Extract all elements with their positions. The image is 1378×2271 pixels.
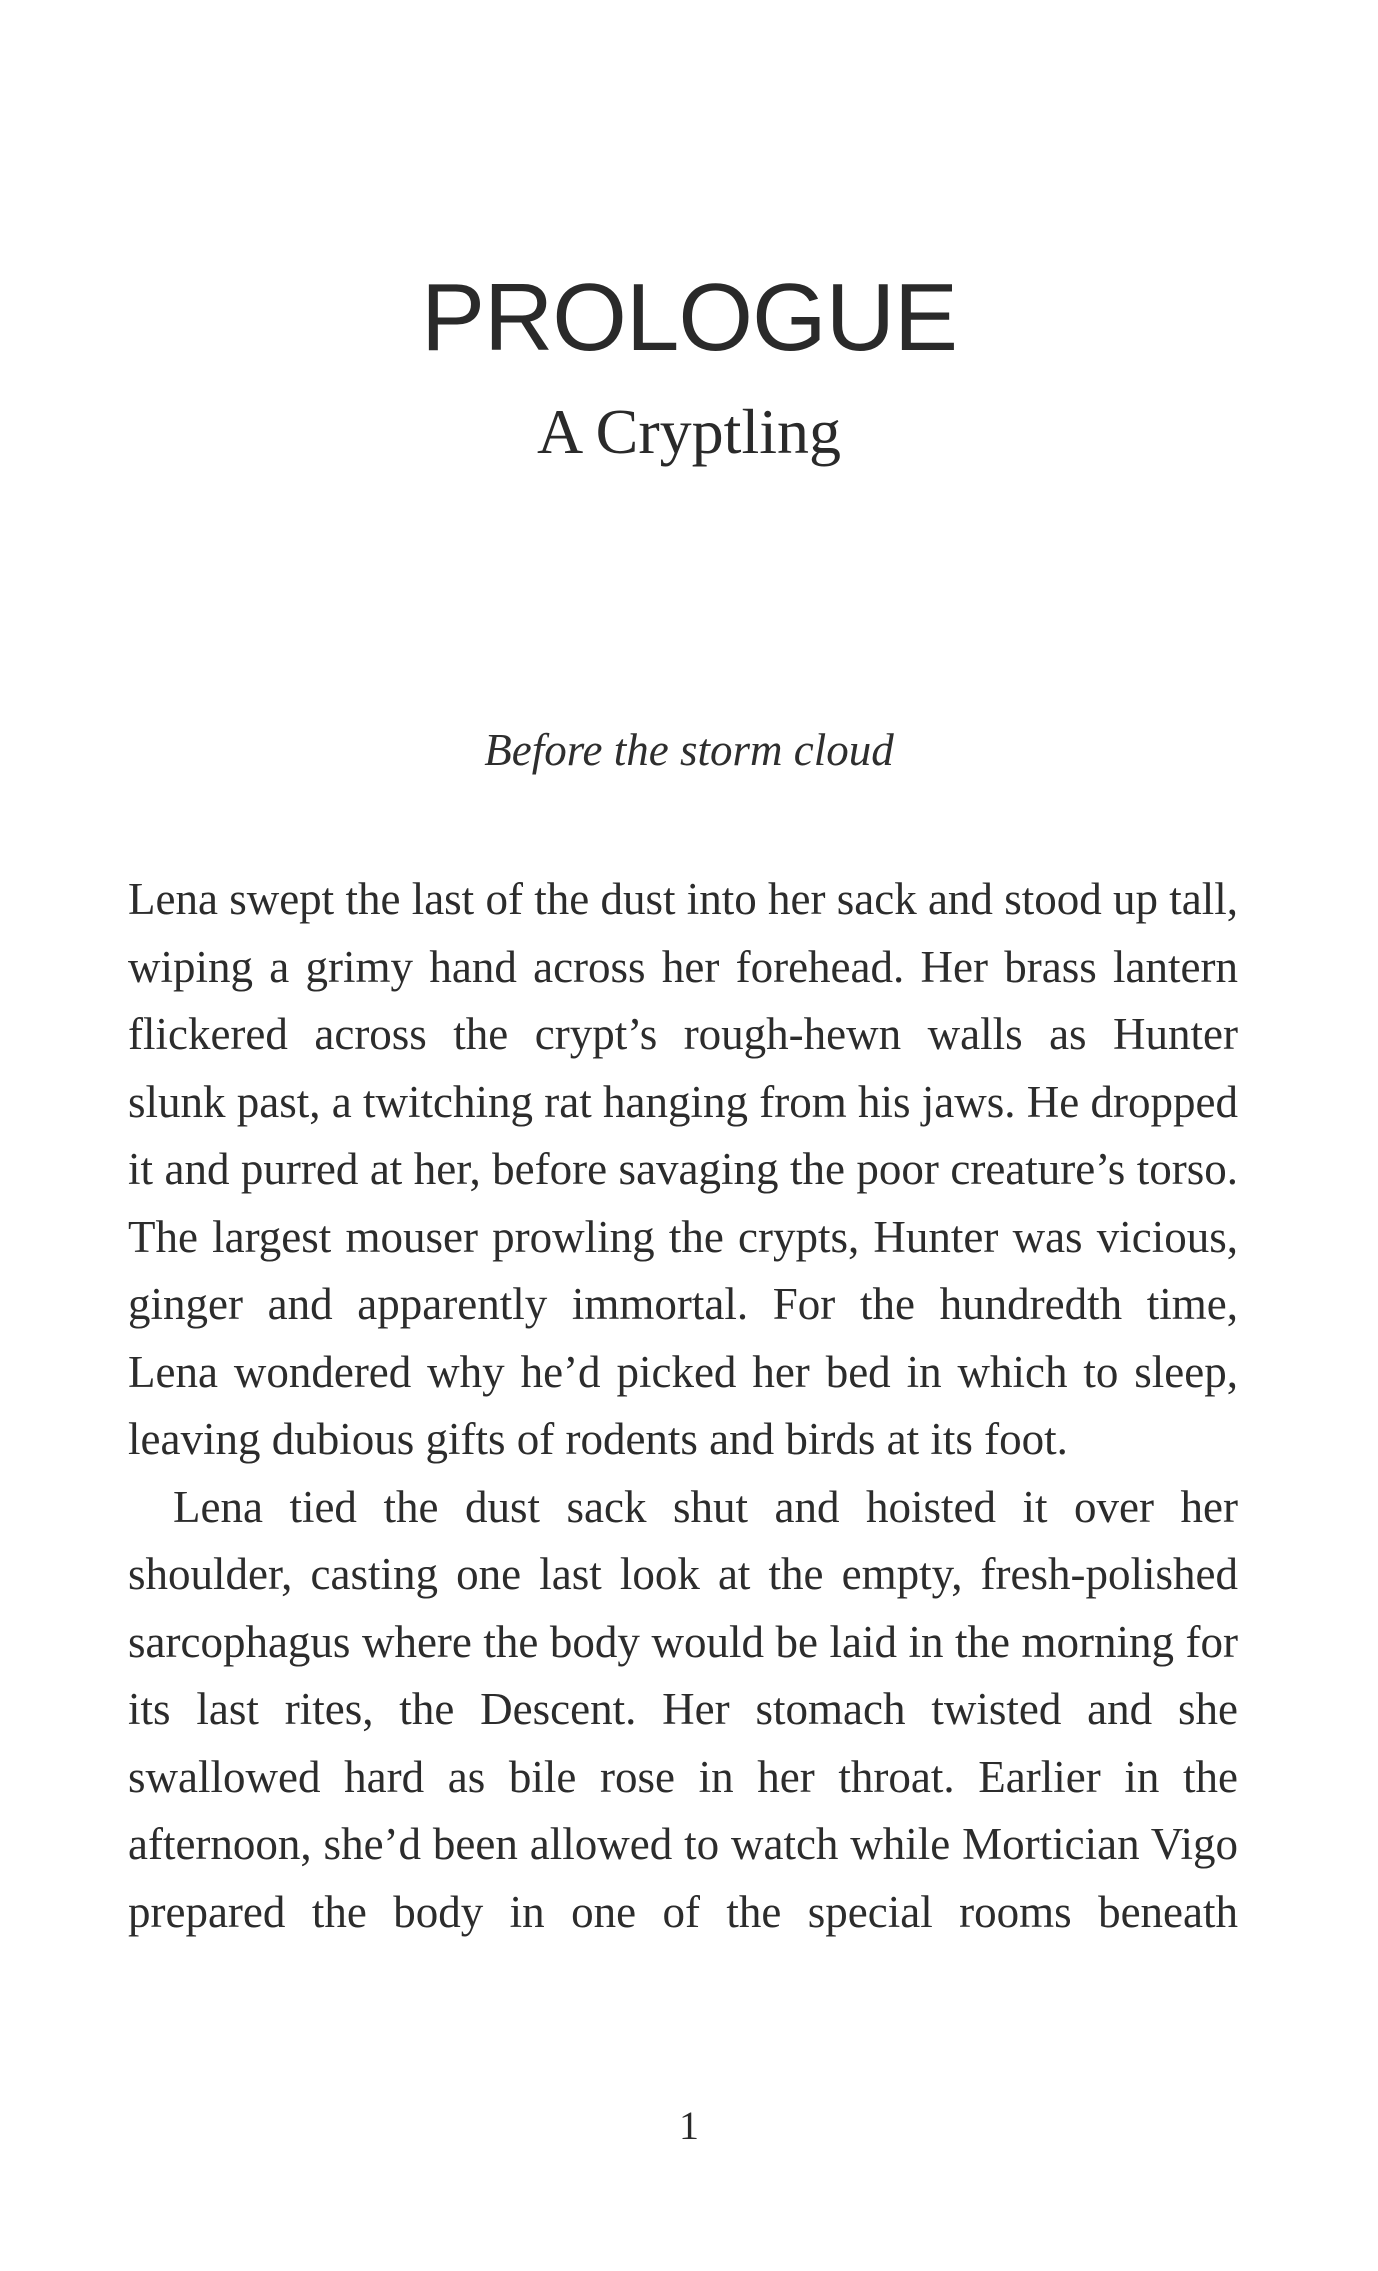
scene-heading: Before the storm cloud [484,725,894,775]
body-text [128,866,1238,1946]
paragraph: Lena tied the dust sack shut and hoisted it over her shoulder, casting one last look at the empty, fresh-polished sarcophagus where the body would be laid in the morning for its last rites, the Descent. Her stomach twisted and she swallowed hard as bile rose in her throat. Earlier in the afternoon, she’d been allowed to watch while Mortician Vigo prepared the body in one of the special rooms beneath [128,1481,1238,1937]
page-number: 1 [679,2103,699,2148]
paragraph: Lena swept the last of the dust into her sack and stood up tall, wiping a grimy hand across her forehead. Her brass lantern flickered across the crypt’s rough-hewn walls as Hunter slunk past, a twitching rat hanging from his jaws. He dropped it and purred at her, before savaging the poor creature’s torso. The largest mouser prowling the crypts, Hunter was vicious, ginger and apparently immortal. For the hundredth time, Lena wondered why he’d picked her bed in which to sleep, leaving dubious gifts of rodents and birds at its foot. [128,874,1238,1464]
chapter-title: PROLOGUE [420,264,958,371]
chapter-subtitle: A Cryptling [536,396,842,467]
